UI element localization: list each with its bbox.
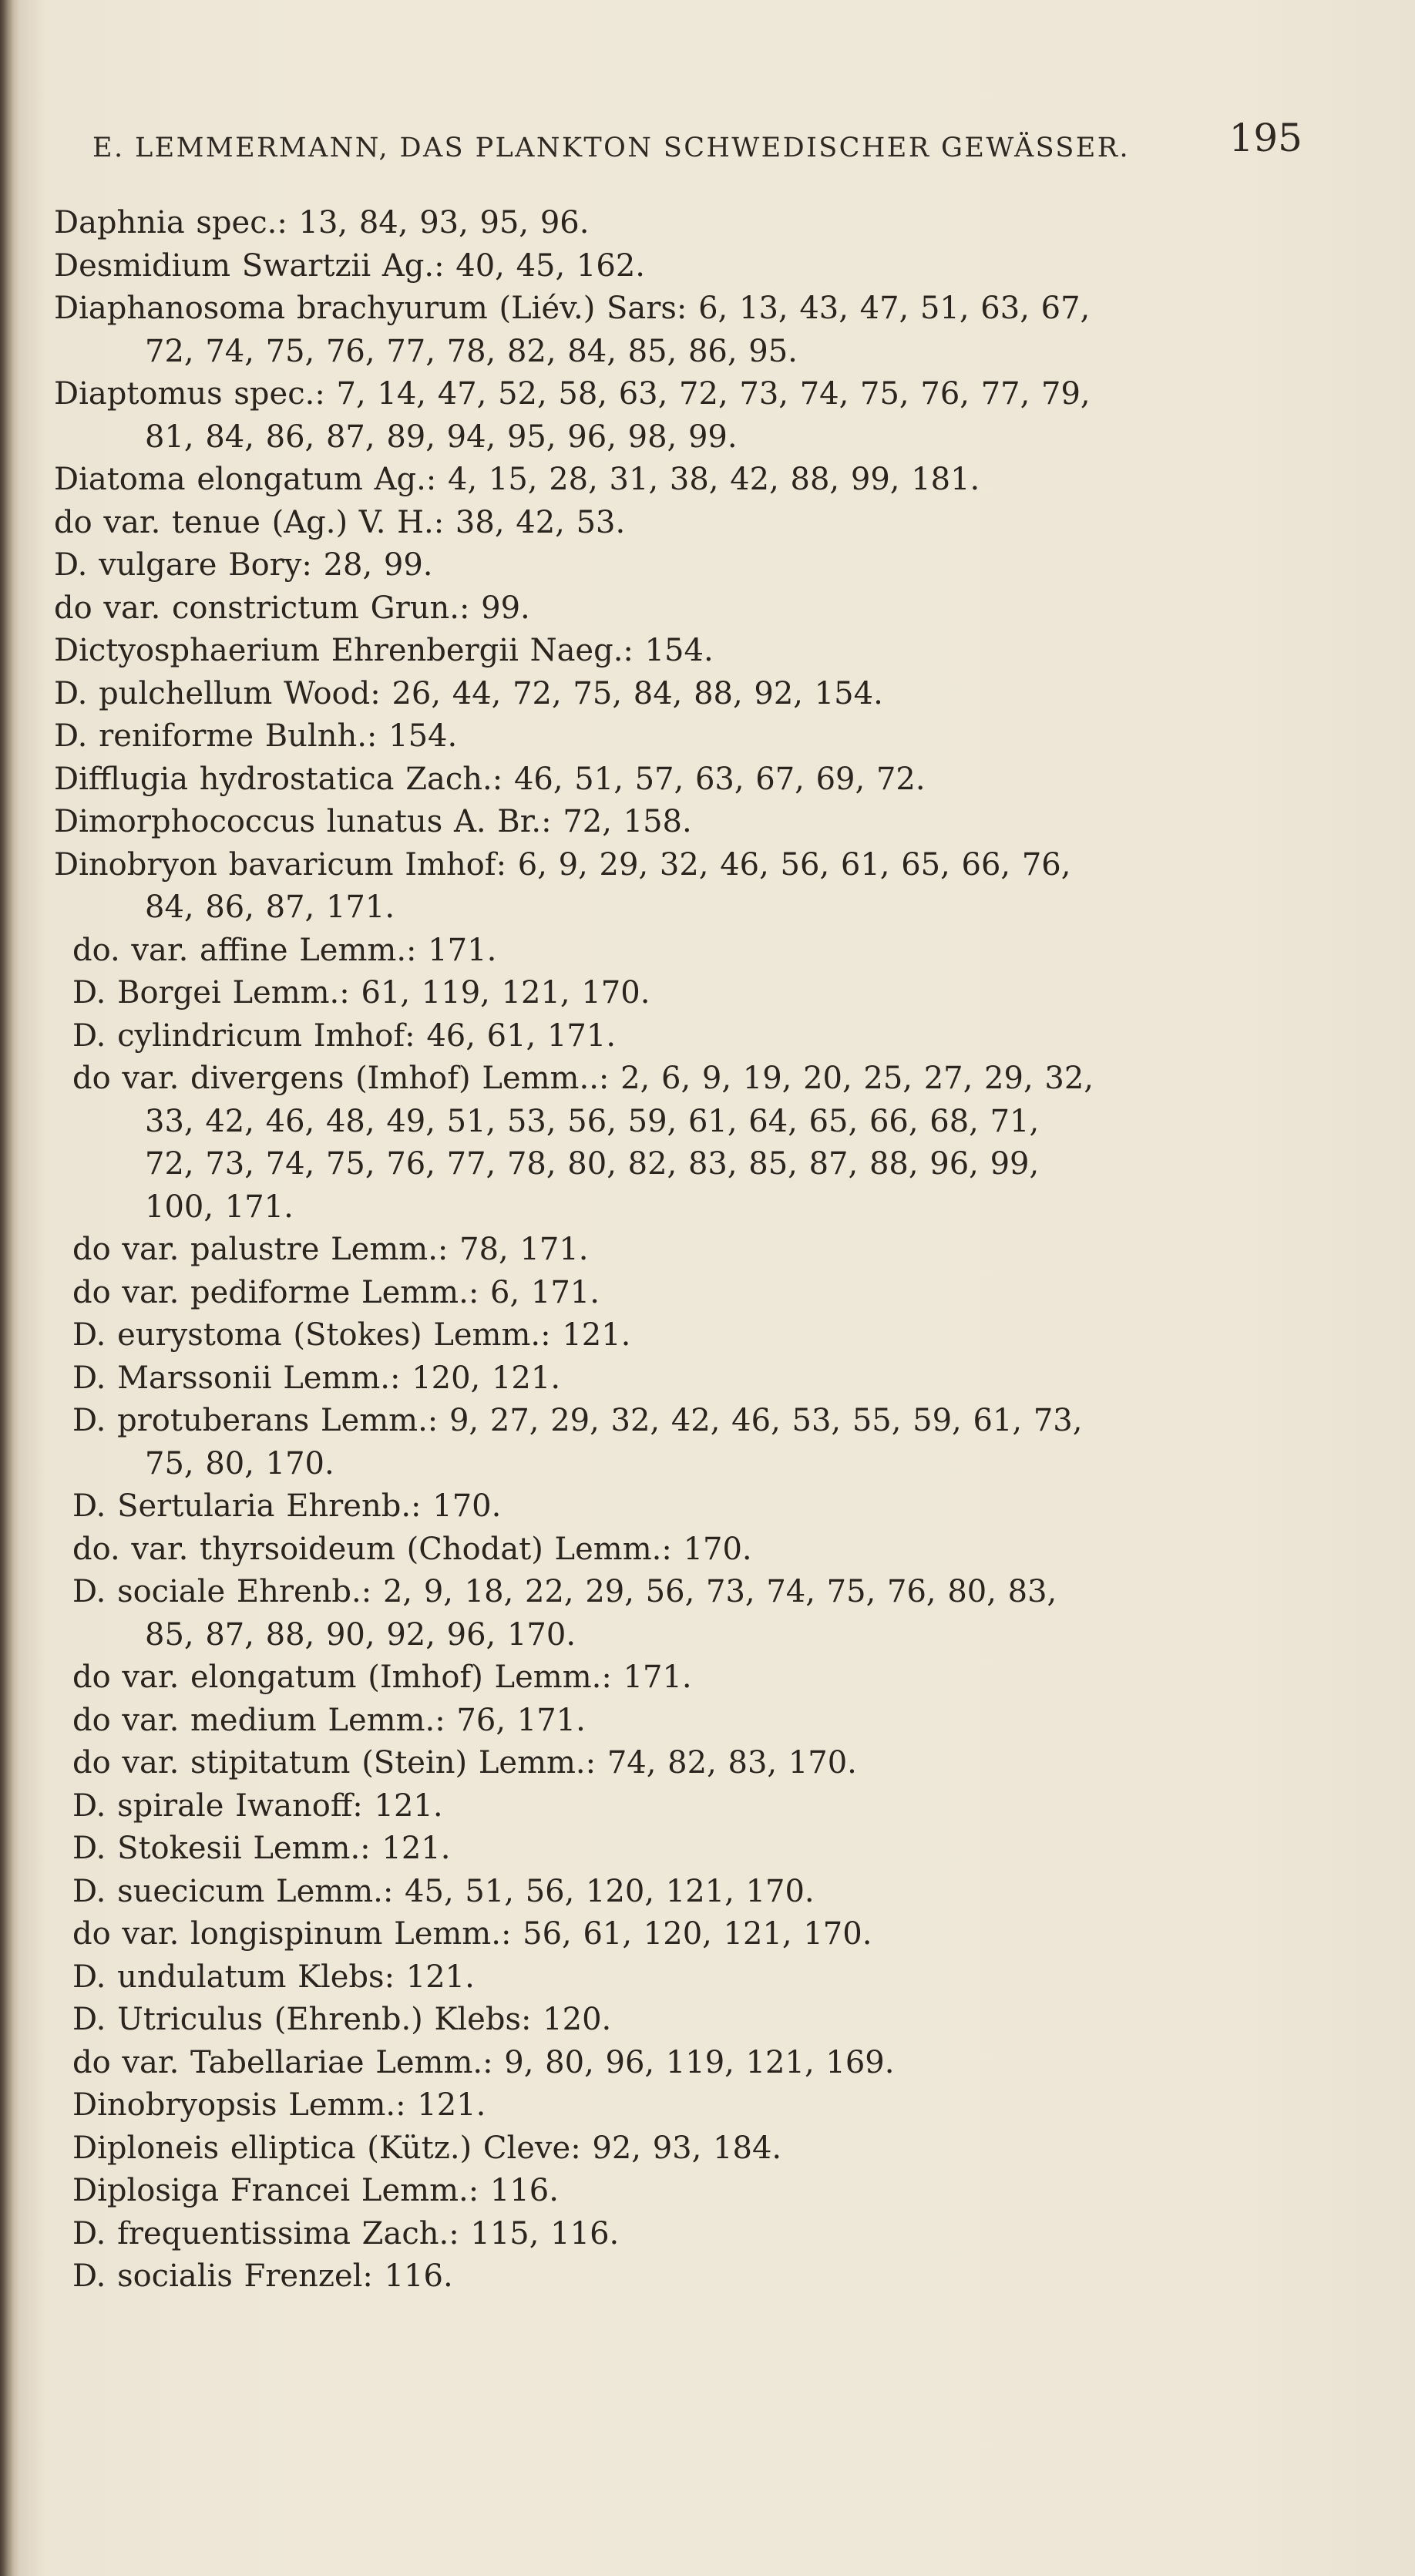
taxon-name: Desmidium Swartzii Ag.: (54, 247, 445, 284)
index-entry (54, 1272, 1318, 1315)
page-references: 121. (381, 1831, 451, 1866)
page-references: 6, 171. (490, 1274, 600, 1310)
index-entry (54, 1357, 1318, 1401)
taxon-name: Diaptomus spec.: (54, 376, 325, 412)
index-entry (54, 2255, 1318, 2299)
index-entry (54, 1058, 1318, 1229)
index-entry (54, 288, 1318, 373)
index-entry-line (54, 2170, 1318, 2213)
page-references: 2, 9, 18, 22, 29, 56, 73, 74, 75, 76, 80, 83, (382, 1574, 1057, 1609)
taxon-name: D. reniforme Bulnh.: (54, 718, 378, 754)
index-entry-line (54, 245, 1318, 288)
index-entry (54, 1999, 1318, 2042)
page-references: 78, 171. (459, 1232, 589, 1267)
taxon-name: D. eurystoma (Stokes) Lemm.: (72, 1317, 551, 1353)
index-entry (54, 630, 1318, 673)
page-references: 99. (481, 590, 530, 626)
index-entry (54, 1956, 1318, 1999)
taxon-name: D. Stokesii Lemm.: (72, 1831, 371, 1866)
page-references: 26, 44, 72, 75, 84, 88, 92, 154. (392, 675, 883, 711)
taxon-name: Difflugia hydrostatica Zach.: (54, 761, 503, 797)
index-entry (54, 2170, 1318, 2213)
index-entry-line (54, 2084, 1318, 2127)
index-entry-line (54, 1871, 1318, 1914)
index-entry (54, 202, 1318, 245)
taxon-name: D. vulgare Bory: (54, 547, 312, 583)
page-references: 45, 51, 56, 120, 121, 170. (405, 1873, 815, 1909)
index-entry-line (54, 587, 1318, 631)
index-entry-line (54, 2042, 1318, 2085)
page-references: 116. (489, 2173, 559, 2208)
index-entry (54, 373, 1318, 459)
taxon-name: D. undulatum Klebs: (72, 1959, 395, 1995)
page-references-continued: 81, 84, 86, 87, 89, 94, 95, 96, 98, 99. (145, 419, 738, 455)
page-references: 6, 13, 43, 47, 51, 63, 67, (698, 291, 1091, 326)
page-references: 6, 9, 29, 32, 46, 56, 61, 65, 66, 76, (517, 846, 1071, 883)
page-number: 195 (1228, 116, 1302, 160)
index-entry-line (54, 758, 1318, 802)
index-entry (54, 1314, 1318, 1357)
taxon-name: D. pulchellum Wood: (54, 675, 381, 711)
page-references: 13, 84, 93, 95, 96. (298, 205, 590, 240)
page-references: 7, 14, 47, 52, 58, 63, 72, 73, 74, 75, 76, 77, 79, (336, 376, 1091, 412)
index-entry (54, 544, 1318, 587)
index-entry-line (54, 1913, 1318, 1956)
page-references: 121. (374, 1787, 443, 1824)
page-references: 4, 15, 28, 31, 38, 42, 88, 99, 181. (448, 462, 980, 497)
index-entry (54, 2084, 1318, 2127)
index-entry-line (54, 844, 1318, 887)
page-references: 28, 99. (323, 547, 433, 583)
index-entry-line (54, 544, 1318, 587)
index-entry-line (54, 2255, 1318, 2299)
page-references: 154. (644, 633, 714, 668)
page-references-continued: 72, 74, 75, 76, 77, 78, 82, 84, 85, 86, 95. (145, 333, 798, 369)
taxon-name: D. Borgei Lemm.: (72, 975, 350, 1011)
index-entry (54, 1828, 1318, 1871)
taxon-name: Daphnia spec.: (54, 205, 287, 240)
page-references-continued: 84, 86, 87, 171. (145, 889, 395, 925)
index-entry-line (54, 1528, 1318, 1572)
index-entries (54, 202, 1318, 2299)
page-references: 9, 27, 29, 32, 42, 46, 53, 55, 59, 61, 73, (449, 1403, 1083, 1438)
index-entry (54, 972, 1318, 1015)
page-references: 56, 61, 120, 121, 170. (523, 1916, 872, 1952)
page-references: 38, 42, 53. (455, 504, 626, 540)
taxon-name: Dimorphococcus lunatus A. Br.: (54, 804, 552, 839)
taxon-name: Dinobryon bavaricum Imhof: (54, 846, 507, 883)
index-entry-line (54, 715, 1318, 758)
index-entry-line (54, 930, 1318, 973)
page-references: 121. (417, 2087, 486, 2123)
page-references: 76, 171. (456, 1702, 586, 1738)
index-entry-line (54, 288, 1318, 331)
index-entry-line (54, 630, 1318, 673)
index-entry (54, 1015, 1318, 1058)
taxon-name: do var. divergens (Imhof) Lemm..: (72, 1061, 610, 1096)
index-entry (54, 587, 1318, 631)
page-references: 72, 158. (563, 804, 692, 839)
taxon-name: do var. longispinum Lemm.: (72, 1916, 512, 1952)
index-entry (54, 459, 1318, 502)
index-entry-line (54, 202, 1318, 245)
page-references: 40, 45, 162. (455, 247, 645, 284)
page-references: 120, 121. (412, 1360, 561, 1396)
page-references: 115, 116. (470, 2215, 620, 2251)
page-references: 170. (432, 1488, 502, 1524)
index-entry-line (54, 1314, 1318, 1357)
taxon-name: D. Sertularia Ehrenb.: (72, 1488, 422, 1524)
page-references-continued: 72, 73, 74, 75, 76, 77, 78, 80, 82, 83, 85, 87, 88, 96, 99, (145, 1146, 1040, 1182)
taxon-name: do var. medium Lemm.: (72, 1702, 445, 1738)
index-entry-line (54, 1785, 1318, 1828)
taxon-name: D. Marssonii Lemm.: (72, 1360, 401, 1396)
index-entry-line (54, 673, 1318, 716)
index-entry (54, 1871, 1318, 1914)
index-entry (54, 1785, 1318, 1828)
page-references-continued: 33, 42, 46, 48, 49, 51, 53, 56, 59, 61, 64, 65, 66, 68, 71, (145, 1103, 1040, 1139)
index-entry (54, 1913, 1318, 1956)
taxon-name: D. Utriculus (Ehrenb.) Klebs: (72, 2002, 532, 2037)
index-entry-line (54, 972, 1318, 1015)
taxon-name: do. var. affine Lemm.: (72, 932, 417, 968)
index-entry (54, 930, 1318, 973)
index-entry-line (54, 1999, 1318, 2042)
index-entry (54, 2042, 1318, 2085)
page-references: 9, 80, 96, 119, 121, 169. (504, 2044, 895, 2080)
index-entry (54, 2127, 1318, 2171)
index-entry (54, 1656, 1318, 1700)
page-references: 120. (543, 2002, 612, 2037)
page-references: 46, 51, 57, 63, 67, 69, 72. (513, 761, 926, 797)
index-entry (54, 1485, 1318, 1528)
index-entry (54, 245, 1318, 288)
index-entry (54, 1400, 1318, 1485)
page-references: 171. (428, 932, 497, 968)
taxon-name: do var. constrictum Grun.: (54, 590, 470, 626)
taxon-name: Dictyosphaerium Ehrenbergii Naeg.: (54, 633, 634, 668)
taxon-name: do var. tenue (Ag.) V. H.: (54, 504, 445, 540)
page-references-continued: 75, 80, 170. (145, 1445, 334, 1481)
taxon-name: D. cylindricum Imhof: (72, 1017, 415, 1054)
page-header (92, 116, 1302, 166)
index-entry (54, 1528, 1318, 1572)
taxon-name: do var. Tabellariae Lemm.: (72, 2044, 493, 2080)
page-references: 170. (683, 1531, 752, 1567)
page-references: 2, 6, 9, 19, 20, 25, 27, 29, 32, (620, 1061, 1094, 1096)
index-entry (54, 1571, 1318, 1656)
taxon-name: D. spirale Iwanoff: (72, 1787, 363, 1824)
taxon-name: do var. pediforme Lemm.: (72, 1274, 479, 1310)
index-entry-line (54, 1015, 1318, 1058)
index-entry-line (54, 1400, 1318, 1443)
running-head: E. LEMMERMANN, DAS PLANKTON SCHWEDISCHER GEWÄSSER. (92, 133, 1130, 163)
page-references: 121. (562, 1317, 631, 1353)
page-references: 74, 82, 83, 170. (607, 1745, 857, 1781)
index-entry-line (54, 1656, 1318, 1700)
index-entry-line (54, 2213, 1318, 2256)
page-references: 92, 93, 184. (592, 2130, 782, 2166)
index-entry-line (54, 459, 1318, 502)
page-references-continued: 100, 171. (145, 1189, 294, 1225)
index-entry-line (54, 1571, 1318, 1614)
index-entry-line (54, 2127, 1318, 2171)
page-references: 116. (384, 2258, 453, 2294)
page-references: 171. (623, 1660, 692, 1695)
taxon-name: D. protuberans Lemm.: (72, 1403, 439, 1438)
page-references: 46, 61, 171. (426, 1017, 617, 1054)
taxon-name: D. suecicum Lemm.: (72, 1873, 394, 1909)
index-entry-line (54, 1058, 1318, 1101)
index-entry (54, 1700, 1318, 1743)
index-entry (54, 502, 1318, 545)
taxon-name: do var. palustre Lemm.: (72, 1232, 449, 1267)
index-entry-line (54, 1828, 1318, 1871)
page-references: 121. (405, 1959, 475, 1995)
taxon-name: D. sociale Ehrenb.: (72, 1574, 372, 1609)
index-entry (54, 801, 1318, 844)
index-entry-line (54, 1229, 1318, 1272)
index-entry-line (54, 502, 1318, 545)
taxon-name: do var. stipitatum (Stein) Lemm.: (72, 1745, 597, 1781)
page-references: 154. (388, 718, 458, 754)
index-entry (54, 1229, 1318, 1272)
index-entry (54, 844, 1318, 930)
taxon-name: D. socialis Frenzel: (72, 2258, 373, 2294)
index-entry-line (54, 1357, 1318, 1401)
taxon-name: Diplosiga Francei Lemm.: (72, 2173, 479, 2208)
index-entry-line (54, 1956, 1318, 1999)
page-references-continued: 85, 87, 88, 90, 92, 96, 170. (145, 1616, 576, 1653)
taxon-name: Diploneis elliptica (Kütz.) Cleve: (72, 2130, 581, 2166)
page-references: 61, 119, 121, 170. (361, 975, 650, 1011)
taxon-name: D. frequentissima Zach.: (72, 2215, 459, 2251)
index-entry (54, 2213, 1318, 2256)
index-entry-line (54, 1700, 1318, 1743)
taxon-name: Diaphanosoma brachyurum (Liév.) Sars: (54, 291, 687, 326)
index-entry (54, 758, 1318, 802)
index-entry (54, 1742, 1318, 1785)
index-entry-line (54, 1272, 1318, 1315)
index-entry-line (54, 373, 1318, 416)
taxon-name: Diatoma elongatum Ag.: (54, 462, 437, 497)
index-entry-line (54, 1485, 1318, 1528)
index-entry (54, 715, 1318, 758)
index-entry-line (54, 1742, 1318, 1785)
taxon-name: do. var. thyrsoideum (Chodat) Lemm.: (72, 1531, 672, 1567)
index-entry (54, 673, 1318, 716)
index-entry-line (54, 801, 1318, 844)
taxon-name: do var. elongatum (Imhof) Lemm.: (72, 1660, 612, 1695)
taxon-name: Dinobryopsis Lemm.: (72, 2087, 406, 2123)
